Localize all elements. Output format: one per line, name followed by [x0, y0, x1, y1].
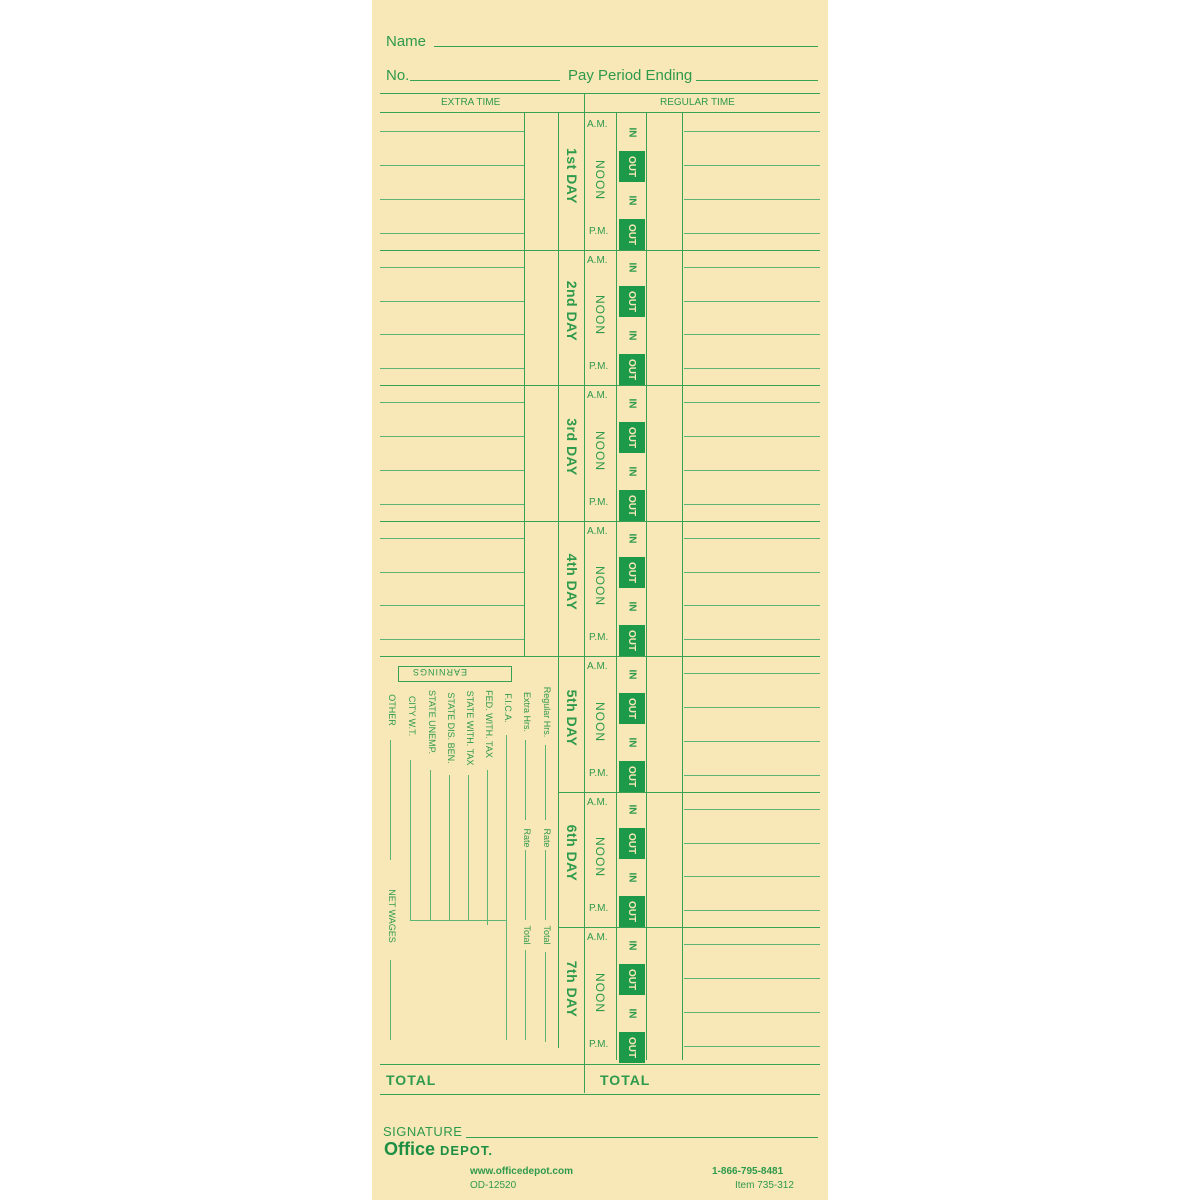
- extra-col-divider-1: [524, 112, 525, 656]
- regular-time-line: [684, 944, 820, 945]
- state-with-tax-line: [468, 775, 469, 920]
- extra-time-line: [380, 267, 524, 268]
- out-label: OUT: [626, 562, 638, 584]
- out-label: OUT: [626, 765, 638, 787]
- day-label: 5th DAY: [564, 689, 580, 747]
- day-label: 6th DAY: [564, 824, 580, 882]
- other-line: [390, 740, 391, 860]
- regular-hrs-label: Regular Hrs.: [542, 686, 552, 738]
- regular-time-line: [684, 572, 820, 573]
- in-slot: [619, 727, 645, 758]
- out-slot: [619, 557, 645, 588]
- out-slot: [619, 422, 645, 453]
- pay-period-label: Pay Period Ending: [568, 67, 693, 84]
- no-line: [410, 80, 560, 81]
- regular-time-line: [684, 809, 820, 810]
- website: www.officedepot.com: [470, 1166, 573, 1177]
- phone-number: 1-866-795-8481: [712, 1166, 784, 1177]
- regular-time-line: [684, 267, 820, 268]
- regular-time-line: [684, 707, 820, 708]
- extra-time-line: [380, 504, 524, 505]
- out-slot: [619, 354, 645, 385]
- regular-time-line: [684, 673, 820, 674]
- am-label: A.M.: [587, 390, 608, 401]
- extra-time-line: [380, 470, 524, 471]
- total-left-label: TOTAL: [386, 1072, 437, 1088]
- in-label: IN: [626, 940, 638, 951]
- signature-line: [466, 1137, 818, 1138]
- center-divider: [584, 93, 585, 1093]
- city-wt-label: CITY W.T.: [407, 695, 417, 737]
- out-slot: [619, 693, 645, 724]
- total-row-bottom: [380, 1094, 820, 1095]
- extra-col-divider-2: [558, 112, 559, 1048]
- extra-time-line: [380, 436, 524, 437]
- extra-time-line: [380, 572, 524, 573]
- regular-time-line: [684, 436, 820, 437]
- total-row-top: [380, 1064, 820, 1065]
- in-label: IN: [626, 533, 638, 544]
- out-slot: [619, 219, 645, 250]
- deductions-bottom-line: [410, 920, 507, 921]
- out-slot: [619, 964, 645, 995]
- out-label: OUT: [626, 630, 638, 652]
- in-slot: [619, 185, 645, 216]
- office-depot-logo: [384, 1139, 493, 1160]
- fica-label: F.I.C.A.: [503, 693, 513, 723]
- am-label: A.M.: [587, 932, 608, 943]
- out-slot: [619, 761, 645, 792]
- out-label: OUT: [626, 359, 638, 381]
- in-label: IN: [626, 737, 638, 748]
- noon-label: NOON: [593, 430, 607, 471]
- noon-label: NOON: [593, 701, 607, 742]
- name-line: [434, 46, 818, 47]
- regular-time-heading: REGULAR TIME: [660, 97, 735, 108]
- in-label: IN: [626, 330, 638, 341]
- out-label: OUT: [626, 223, 638, 245]
- extra-time-line: [380, 639, 524, 640]
- am-label: A.M.: [587, 661, 608, 672]
- pm-label: P.M.: [589, 1038, 609, 1050]
- day-divider: [558, 927, 820, 928]
- net-wages-line: [390, 960, 391, 1040]
- in-label: IN: [626, 804, 638, 815]
- pm-label: P.M.: [589, 225, 609, 237]
- out-label: OUT: [626, 494, 638, 516]
- in-label: IN: [626, 669, 638, 680]
- regular-time-line: [684, 843, 820, 844]
- state-unemp-label: STATE UNEMP.: [427, 689, 437, 755]
- noon-label: NOON: [593, 295, 607, 336]
- extra-time-line: [380, 402, 524, 403]
- regular-time-line: [684, 233, 820, 234]
- day-label: 7th DAY: [564, 960, 580, 1018]
- pay-period-line: [696, 80, 818, 81]
- regular-time-line: [684, 402, 820, 403]
- regular-time-line: [684, 741, 820, 742]
- rate-line-1: [545, 850, 546, 920]
- regular-time-line: [684, 775, 820, 776]
- brand-depot: DEPOT.: [440, 1143, 493, 1158]
- regular-time-line: [684, 131, 820, 132]
- out-slot: [619, 490, 645, 521]
- out-label: OUT: [626, 833, 638, 855]
- am-label: A.M.: [587, 254, 608, 266]
- in-label: IN: [626, 872, 638, 883]
- regular-time-line: [684, 504, 820, 505]
- in-slot: [619, 659, 645, 690]
- extra-hrs-line: [525, 740, 526, 820]
- other-label: OTHER: [387, 694, 397, 726]
- in-slot: [619, 388, 645, 419]
- in-label: IN: [626, 398, 638, 409]
- in-slot: [619, 524, 645, 555]
- in-slot: [619, 930, 645, 961]
- out-slot: [619, 625, 645, 656]
- signature-label: SIGNATURE: [383, 1124, 463, 1139]
- earnings-title: EARNINGS: [412, 667, 468, 677]
- brand-office: Office: [384, 1139, 436, 1159]
- regular-time-line: [684, 605, 820, 606]
- regular-time-line: [684, 368, 820, 369]
- extra-time-line: [380, 199, 524, 200]
- am-label: A.M.: [587, 525, 608, 537]
- fed-with-tax-line: [487, 770, 488, 925]
- day-divider: [380, 250, 820, 251]
- out-label: OUT: [626, 901, 638, 923]
- out-slot: [619, 828, 645, 859]
- out-slot: [619, 286, 645, 317]
- extra-time-heading: EXTRA TIME: [441, 97, 501, 108]
- in-label: IN: [626, 195, 638, 206]
- day-divider: [380, 521, 820, 522]
- regular-time-line: [684, 639, 820, 640]
- regular-time-line: [684, 1012, 820, 1013]
- noon-label: NOON: [593, 159, 607, 200]
- net-wages-label: NET WAGES: [387, 889, 397, 943]
- day-divider: [558, 792, 820, 793]
- out-slot: [619, 1032, 645, 1063]
- state-with-tax-label: STATE WITH. TAX: [465, 690, 475, 766]
- fed-with-tax-label: FED. WITH. TAX: [484, 690, 494, 758]
- day-label: 2nd DAY: [564, 280, 580, 342]
- in-slot: [619, 320, 645, 351]
- out-label: OUT: [626, 697, 638, 719]
- in-label: IN: [626, 127, 638, 138]
- regular-hrs-line: [545, 745, 546, 820]
- regular-time-line: [684, 978, 820, 979]
- out-label: OUT: [626, 426, 638, 448]
- in-label: IN: [626, 1008, 638, 1019]
- noon-label: NOON: [593, 972, 607, 1013]
- extra-time-line: [380, 301, 524, 302]
- in-label: IN: [626, 262, 638, 273]
- in-label: IN: [626, 601, 638, 612]
- rate-label-1: Rate: [542, 828, 552, 848]
- state-dis-ben-label: STATE DIS. BEN.: [446, 692, 456, 764]
- item-number: Item 735-312: [735, 1180, 794, 1191]
- in-label: IN: [626, 466, 638, 477]
- regular-time-line: [684, 876, 820, 877]
- product-code: OD-12520: [470, 1180, 517, 1191]
- pm-label: P.M.: [589, 361, 609, 372]
- extra-hrs-label: Extra Hrs.: [522, 691, 532, 733]
- am-label: A.M.: [587, 796, 608, 808]
- header-divider: [380, 93, 820, 94]
- noon-label: NOON: [593, 837, 607, 878]
- state-unemp-line: [430, 770, 431, 920]
- regular-col-divider: [682, 112, 683, 1060]
- city-wt-line: [410, 760, 411, 920]
- extra-time-line: [380, 131, 524, 132]
- regular-time-line: [684, 910, 820, 911]
- day-divider: [380, 385, 820, 386]
- extra-time-line: [380, 538, 524, 539]
- extra-time-line: [380, 233, 524, 234]
- extra-time-line: [380, 605, 524, 606]
- in-slot: [619, 253, 645, 284]
- ampm-col-divider: [616, 112, 617, 1060]
- rate-label-2: Rate: [522, 828, 532, 848]
- in-slot: [619, 456, 645, 487]
- out-slot: [619, 896, 645, 927]
- out-slot: [619, 151, 645, 182]
- out-label: OUT: [626, 1036, 638, 1058]
- out-label: OUT: [626, 155, 638, 177]
- am-label: A.M.: [587, 119, 608, 130]
- total-line-1: [545, 952, 546, 1042]
- total-right-label: TOTAL: [600, 1072, 651, 1088]
- pm-label: P.M.: [589, 767, 609, 779]
- regular-time-line: [684, 538, 820, 539]
- regular-time-line: [684, 199, 820, 200]
- no-label: No.: [386, 67, 410, 84]
- in-slot: [619, 117, 645, 148]
- day-label: 1st DAY: [564, 147, 580, 204]
- out-label: OUT: [626, 291, 638, 313]
- total-label-2: Total: [522, 925, 532, 945]
- regular-time-line: [684, 165, 820, 166]
- column-header-divider: [380, 112, 820, 113]
- regular-time-line: [684, 1046, 820, 1047]
- noon-label: NOON: [593, 566, 607, 607]
- extra-time-line: [380, 368, 524, 369]
- regular-time-line: [684, 334, 820, 335]
- day-divider: [558, 656, 820, 657]
- fica-line: [506, 735, 507, 1040]
- day-label: 3rd DAY: [564, 418, 580, 476]
- rate-line-2: [525, 850, 526, 920]
- slot-col-divider: [646, 112, 647, 1060]
- out-label: OUT: [626, 968, 638, 990]
- extra-time-line: [380, 165, 524, 166]
- in-slot: [619, 795, 645, 826]
- total-line-2: [525, 950, 526, 1040]
- pm-label: P.M.: [589, 903, 609, 914]
- payroll-block-top: [380, 656, 584, 657]
- in-slot: [619, 998, 645, 1029]
- total-label-1: Total: [542, 925, 552, 945]
- pm-label: P.M.: [589, 632, 609, 643]
- regular-time-line: [684, 301, 820, 302]
- name-label: Name: [386, 33, 427, 50]
- day-label: 4th DAY: [564, 553, 580, 611]
- in-slot: [619, 591, 645, 622]
- regular-time-line: [684, 470, 820, 471]
- pm-label: P.M.: [589, 496, 609, 508]
- state-dis-ben-line: [449, 775, 450, 920]
- in-slot: [619, 862, 645, 893]
- extra-time-line: [380, 334, 524, 335]
